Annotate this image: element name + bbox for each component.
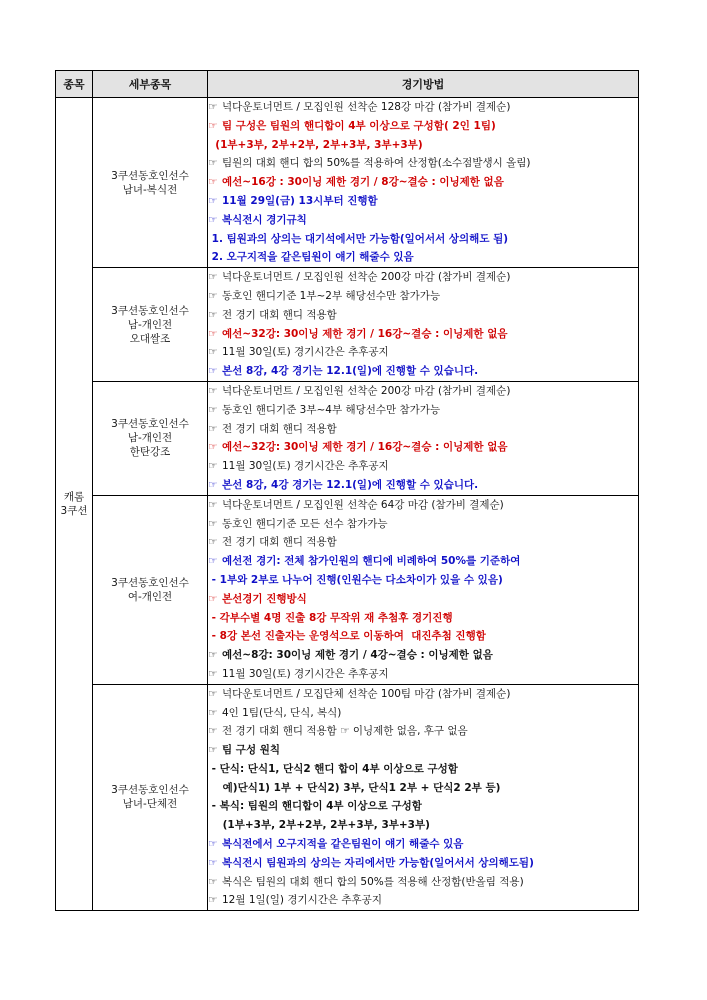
rule-line (208, 420, 638, 439)
rule-text: 넉다운토너먼트 / 모집인원 선착순 128강 마감 (참가비 결제순) (222, 101, 511, 113)
rule-line (208, 722, 638, 741)
pointing-hand-icon: ☞ (208, 157, 218, 170)
rules-table (55, 70, 639, 911)
sub-event-label: 오대쌀조 (129, 332, 171, 345)
rule-text: 복식은 팀원의 대회 핸디 합의 50%를 적용해 산정함(반올림 적용) (222, 875, 524, 888)
sub-event-label: 3쿠션동호인선수 (111, 418, 189, 431)
rule-text: 전 경기 대회 핸디 적용함 (222, 536, 337, 549)
sub-event-label: 여-개인전 (127, 590, 173, 603)
rule-line (208, 306, 638, 325)
rule-line (208, 797, 638, 816)
rule-text: 11월 30일(토) 경기시간은 추후공지 (222, 667, 389, 680)
rule-text: 전 경기 대회 핸디 적용함 (222, 308, 337, 321)
rule-text: 넉다운토너먼트 / 모집인원 선착순 200강 마감 (참가비 결제순) (222, 384, 511, 397)
rule-line (208, 98, 638, 117)
header-method: 경기방법 (208, 71, 639, 98)
pointing-hand-icon: ☞ (208, 856, 218, 869)
sub-event-label: 남-개인전 (127, 318, 173, 331)
rule-text: 복식전시 팀원과의 상의는 자리에서만 가능함(일어서서 상의해도됨) (222, 856, 534, 869)
sport-cell (56, 98, 93, 911)
method-cell (208, 98, 639, 268)
rule-text: 11월 29일(금) 13시부터 진행함 (222, 194, 378, 207)
rule-text: 예)단식1) 1부 + 단식2) 3부, 단식1 2부 + 단식2 2부 등) (208, 781, 501, 794)
pointing-hand-icon: ☞ (208, 517, 218, 530)
pointing-hand-icon: ☞ (208, 365, 218, 378)
rule-line (208, 382, 638, 401)
pointing-hand-icon: ☞ (208, 667, 218, 680)
sub-event-label: 3쿠션동호인선수 (111, 169, 189, 182)
rule-text: - 각부수별 4명 진출 8강 무작위 재 추첨후 경기진행 (208, 611, 453, 624)
rule-line (208, 362, 638, 381)
rule-text: 2. 오구지적을 같은팀원이 얘기 해줄수 있음 (208, 251, 414, 264)
pointing-hand-icon: ☞ (208, 213, 218, 226)
sport-label: 캐롬 (63, 491, 85, 504)
rule-text: 동호인 핸디기준 3부~4부 해당선수만 참가가능 (222, 403, 441, 416)
rule-line (208, 438, 638, 457)
sub-event-cell (93, 684, 208, 911)
table-row (56, 268, 639, 382)
pointing-hand-icon: ☞ (208, 119, 218, 132)
rule-line (208, 117, 638, 136)
sub-event-cell (93, 98, 208, 268)
pointing-hand-icon: ☞ (208, 744, 218, 757)
rule-line (208, 154, 638, 173)
sub-event-cell (93, 495, 208, 684)
rule-text: 전 경기 대회 핸디 적용함 (222, 422, 337, 435)
rule-line (208, 173, 638, 192)
rule-text: 넉다운토너먼트 / 모집인원 선착순 200강 마감 (참가비 결제순) (222, 271, 511, 284)
rule-line (208, 760, 638, 779)
method-cell (208, 684, 639, 911)
rule-line (208, 325, 638, 344)
rule-text: 본선경기 진행방식 (222, 592, 307, 605)
rule-text: - 1부와 2부로 나누어 진행(인원수는 다소차이가 있을 수 있음) (208, 573, 503, 586)
pointing-hand-icon: ☞ (208, 478, 218, 491)
pointing-hand-icon: ☞ (208, 384, 218, 397)
rule-text: 넉다운토너먼트 / 모집인원 선착순 64강 마감 (참가비 결제순) (222, 498, 504, 511)
pointing-hand-icon: ☞ (208, 875, 218, 888)
sub-event-cell (93, 268, 208, 382)
rule-text: 11월 30일(토) 경기시간은 추후공지 (222, 346, 389, 359)
method-cell (208, 381, 639, 495)
header-row (56, 71, 639, 98)
table-row (56, 684, 639, 911)
pointing-hand-icon: ☞ (208, 592, 218, 605)
table-row (56, 495, 639, 684)
sub-event-label: 남-개인전 (127, 432, 173, 445)
sub-event-label: 3쿠션동호인선수 (111, 784, 189, 797)
rule-line (208, 685, 638, 704)
rule-text: 예선~32강: 30이닝 제한 경기 / 16강~결승 : 이닝제한 없음 (222, 327, 508, 340)
rule-line (208, 552, 638, 571)
rule-text: 팀 구성은 팀원의 핸디합이 4부 이상으로 구성함( 2인 1팀) (222, 119, 496, 132)
table-row (56, 381, 639, 495)
sub-event-cell (93, 381, 208, 495)
rule-text: 팀원의 대회 핸디 합의 50%를 적용하여 산정함(소수점발생시 올림) (222, 157, 531, 170)
pointing-hand-icon: ☞ (208, 536, 218, 549)
rule-line (208, 891, 638, 910)
rule-line (208, 816, 638, 835)
rule-line (208, 211, 638, 230)
rule-line (208, 854, 638, 873)
rule-line (208, 873, 638, 892)
rule-text: 예선~32강: 30이닝 제한 경기 / 16강~결승 : 이닝제한 없음 (222, 441, 508, 454)
rule-text: 본선 8강, 4강 경기는 12.1(일)에 진행할 수 있습니다. (222, 365, 479, 378)
rule-line (208, 779, 638, 798)
table-row (56, 98, 639, 268)
method-cell (208, 268, 639, 382)
rule-text: 팀 구성 원칙 (222, 744, 281, 757)
rule-line (208, 192, 638, 211)
rule-line (208, 515, 638, 534)
pointing-hand-icon: ☞ (208, 194, 218, 207)
pointing-hand-icon: ☞ (208, 460, 218, 473)
rule-line (208, 230, 638, 249)
rule-line (208, 496, 638, 515)
rule-line (208, 401, 638, 420)
rule-line (208, 268, 638, 287)
pointing-hand-icon: ☞ (208, 649, 218, 662)
pointing-hand-icon: ☞ (208, 327, 218, 340)
rule-line (208, 646, 638, 665)
sub-event-label: 3쿠션동호인선수 (111, 576, 189, 589)
pointing-hand-icon: ☞ (208, 687, 218, 700)
rule-line (208, 627, 638, 646)
rule-line (208, 741, 638, 760)
rule-text: 4인 1팀(단식, 단식, 복식) (222, 706, 342, 719)
sub-event-label: 3쿠션동호인선수 (111, 304, 189, 317)
pointing-hand-icon: ☞ (208, 289, 218, 302)
rule-text: - 8강 본선 진출자는 운영석으로 이동하여 대진추첨 진행함 (208, 630, 486, 643)
rule-text: 11월 30일(토) 경기시간은 추후공지 (222, 460, 389, 473)
pointing-hand-icon: ☞ (208, 725, 218, 738)
rule-text: 예선~16강 : 30이닝 제한 경기 / 8강~결승 : 이닝제한 없음 (222, 176, 504, 189)
rule-text: 동호인 핸디기준 1부~2부 해당선수만 참가가능 (222, 289, 441, 302)
pointing-hand-icon: ☞ (208, 422, 218, 435)
pointing-hand-icon: ☞ (208, 441, 218, 454)
rule-line (208, 476, 638, 495)
rule-text: 복식전에서 오구지적을 같은팀원이 얘기 해줄수 있음 (222, 838, 464, 851)
rule-text: 예선~8강: 30이닝 제한 경기 / 4강~결승 : 이닝제한 없음 (222, 649, 493, 662)
rule-line (208, 533, 638, 552)
rule-line (208, 590, 638, 609)
rule-line (208, 704, 638, 723)
rule-text: (1부+3부, 2부+2부, 2부+3부, 3부+3부) (208, 819, 430, 832)
rule-line (208, 835, 638, 854)
rule-text: 넉다운토너먼트 / 모집단체 선착순 100팀 마감 (참가비 결제순) (222, 687, 511, 700)
rule-text: - 단식: 단식1, 단식2 핸디 합이 4부 이상으로 구성함 (208, 762, 458, 775)
rule-text: 12월 1일(일) 경기시간은 추후공지 (222, 894, 382, 907)
pointing-hand-icon: ☞ (208, 838, 218, 851)
rule-text: 1. 팀원과의 상의는 대기석에서만 가능함(일어서서 상의해도 됨) (208, 232, 509, 245)
pointing-hand-icon: ☞ (208, 555, 218, 568)
pointing-hand-icon: ☞ (208, 101, 218, 113)
rule-line (208, 665, 638, 684)
rule-line (208, 136, 638, 155)
pointing-hand-icon: ☞ (208, 706, 218, 719)
rule-text: - 복식: 팀원의 핸디합이 4부 이상으로 구성함 (208, 800, 422, 813)
pointing-hand-icon: ☞ (208, 271, 218, 284)
pointing-hand-icon: ☞ (208, 308, 218, 321)
pointing-hand-icon: ☞ (208, 346, 218, 359)
rule-text: 복식전시 경기규칙 (222, 213, 307, 226)
header-sport: 종목 (56, 71, 93, 98)
rule-line (208, 248, 638, 267)
sport-label: 3쿠션 (60, 505, 88, 518)
pointing-hand-icon: ☞ (208, 403, 218, 416)
rule-line (208, 287, 638, 306)
sub-event-label: 한탄강조 (129, 446, 171, 459)
pointing-hand-icon: ☞ (208, 498, 218, 511)
pointing-hand-icon: ☞ (208, 176, 218, 189)
rule-text: (1부+3부, 2부+2부, 2부+3부, 3부+3부) (208, 138, 423, 151)
rule-text: 동호인 핸디기준 모든 선수 참가가능 (222, 517, 388, 530)
rule-line (208, 457, 638, 476)
rule-line (208, 343, 638, 362)
rule-text: 전 경기 대회 핸디 적용함 ☞ 이닝제한 없음, 후구 없음 (222, 725, 468, 738)
rule-text: 본선 8강, 4강 경기는 12.1(일)에 진행할 수 있습니다. (222, 478, 479, 491)
sub-event-label: 남녀-단체전 (122, 798, 178, 811)
rule-text: 예선전 경기: 전체 참가인원의 핸디에 비례하여 50%를 기준하여 (222, 555, 521, 568)
header-sub-event: 세부종목 (93, 71, 208, 98)
rule-line (208, 609, 638, 628)
pointing-hand-icon: ☞ (208, 894, 218, 907)
rule-line (208, 571, 638, 590)
sub-event-label: 남녀-복식전 (122, 183, 178, 196)
method-cell (208, 495, 639, 684)
